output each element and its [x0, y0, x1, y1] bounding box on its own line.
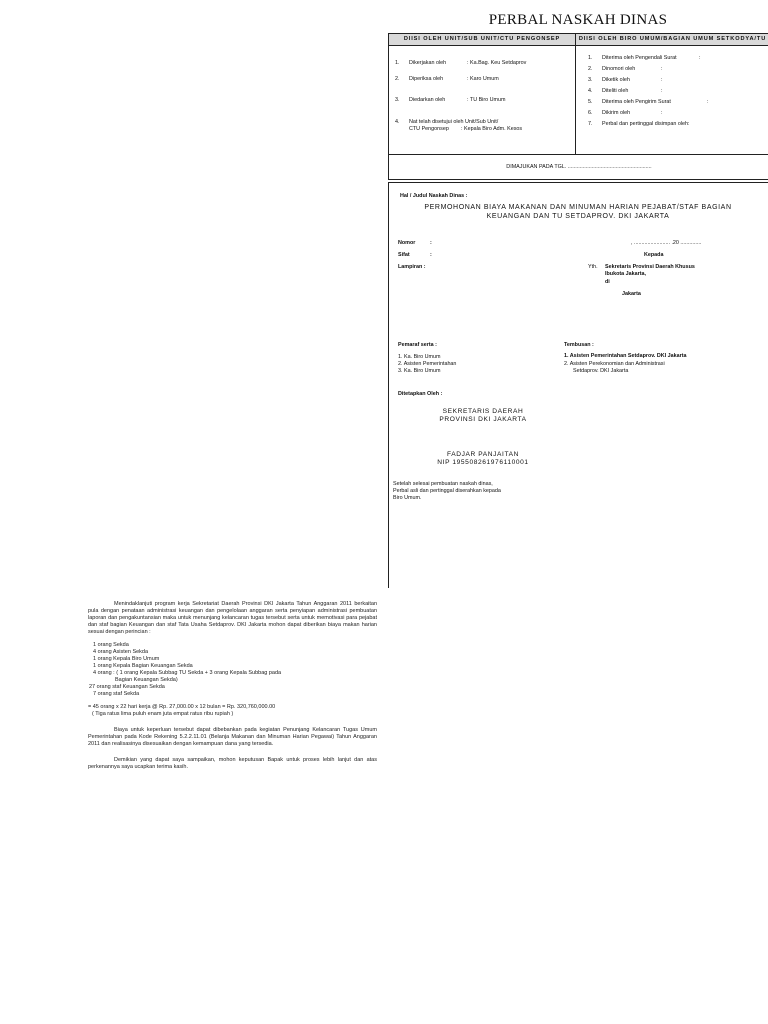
right-item: 6. Dikirim oleh : [588, 110, 663, 116]
letter-paragraph-1: Menindaklanjuti program kerja Sekretariat Daerah Provinsi DKI Jakarta Tahun Anggaran 2011 berkaitan pula dengan penataan administrasi keuangan dan pengelolaan anggaran serta penyiapan administrasi pembuatan laporan dan pengakuntansian maka untuk menunjang kelancaran tugas tersebut serta untuk memotivasi para pejabat dan staf bagian Keuangan dan staf Tata Usaha Setdaprov. DKI Jakarta mohon dapat diberikan biaya makan harian sesuai dengan perincian : [88, 601, 377, 635]
date-line: , ........................ .20 .............. [631, 240, 702, 246]
paraf-item: 1. Ka. Biro Umum [398, 354, 441, 360]
left-item: 2. Diperiksa oleh : Karo Umum [395, 76, 499, 82]
form-header-left: DIISI OLEH UNIT/SUB UNIT/CTU PENGONSEP [389, 34, 576, 46]
letter-list-item: Bagian Keuangan Sekda) [115, 677, 178, 683]
sifat-label: Sifat [398, 252, 410, 258]
right-item: 2. Dinomori oleh : [588, 66, 663, 72]
closing-note-line-3: Biro Umum. [393, 495, 422, 501]
right-item: 5. Diterima oleh Pengirim Surat : [588, 99, 709, 105]
left-item: 4. Nat telah disetujui oleh Unit/Sub Unit/ [395, 119, 499, 125]
subject-line-2: KEUANGAN DAN TU SETDAPROV. DKI JAKARTA [486, 213, 670, 220]
tembusan-label: Tembusan : [564, 342, 594, 348]
right-item: 4. Diteliti oleh : [588, 88, 663, 94]
submitted-date-line: DIMAJUKAN PADA TGL. ........................................................ [506, 164, 652, 170]
subject-label: Hal / Judul Naskah Dinas : [400, 193, 468, 199]
nomor-colon: : [430, 240, 432, 246]
signer-office-line-1: SEKRETARIS DAERAH [442, 408, 524, 415]
left-item: 1. Dikerjakan oleh : Ka.Bag. Keu Setdaprov [395, 60, 527, 66]
signer-nip: NIP 195508261976110001 [437, 459, 529, 466]
paraf-item: 3. Ka. Biro Umum [398, 368, 441, 374]
paraf-item: 2. Asisten Pemerintahan [398, 361, 457, 367]
form-header-right: DIISI OLEH BIRO UMUM/BAGIAN UMUM SETKODYA/TU [576, 34, 768, 46]
calc-line-1: = 45 orang x 22 hari kerja @ Rp. 27,000.00 x 12 bulan = Rp. 320,760,000.00 [88, 704, 276, 710]
recipient-line-3: di [605, 279, 610, 285]
letter-list-item: 27 orang staf Keuangan Sekda [89, 684, 165, 690]
kepada-label: Kepada [644, 252, 664, 258]
document-title: PERBAL NASKAH DINAS [488, 12, 668, 28]
letter-list-item: 1 orang Sekda [93, 642, 129, 648]
lampiran-label: Lampiran : [398, 264, 426, 270]
closing-note-line-1: Setelah selesai pembuatan naskah dinas, [393, 481, 493, 487]
right-item: 7. Perbal dan pertinggal disimpan oleh: [588, 121, 690, 127]
tembusan-item-2-continued: Setdaprov. DKI Jakarta [573, 368, 629, 374]
sifat-colon: : [430, 252, 432, 258]
right-item: 1. Diterima oleh Pengendali Surat : [588, 55, 701, 61]
letter-list-item: 1 orang Kepala Bagian Keuangan Sekda [93, 663, 193, 669]
document-body-frame [388, 182, 768, 588]
yth-label: Yth. [588, 264, 598, 270]
letter-list [88, 642, 377, 698]
letter-list-item: 4 orang : ( 1 orang Kepala Subbag TU Sekda + 3 orang Kepala Subbag pada [93, 670, 282, 676]
letter-body [88, 601, 377, 771]
form-vertical-divider [575, 45, 576, 154]
tembusan-item-1: 1. Asisten Pemerintahan Setdaprov. DKI Jakarta [564, 353, 687, 359]
signer-name: FADJAR PANJAITAN [446, 451, 519, 458]
right-item: 3. Diketik oleh : [588, 77, 663, 83]
signer-office-line-2: PROVINSI DKI JAKARTA [439, 416, 527, 423]
left-item-continued: CTU Pengonsep : Kepala Biro Adm. Kesos [409, 126, 523, 132]
calc-line-2: ( Tiga ratus lima puluh enam juta empat ratus ribu rupiah ) [92, 711, 234, 717]
letter-list-item: 1 orang Kepala Biro Umum [93, 656, 160, 662]
letter-list-item: 7 orang staf Sekda [93, 691, 140, 697]
paraf-label: Pemaraf serta : [398, 342, 437, 348]
letter-paragraph-2: Biaya untuk keperluan tersebut dapat dibebankan pada kegiatan Penunjang Kelancaran Tugas Umum Pemerintahan pada Kode Rekening 5.2.2.11.01 (Belanja Makanan dan Minuman Harian Pegawai) Tahun Anggaran 2011 dan realisasinya disesuaikan dengan kemampuan dana yang tersedia. [88, 727, 377, 747]
routing-form [388, 33, 768, 180]
right-items [588, 55, 709, 132]
left-item: 3. Diedarkan oleh : TU Biro Umum [395, 97, 506, 103]
tembusan-item-2: 2. Asisten Perekonomian dan Administrasi [564, 361, 665, 367]
closing-note-line-2: Perbal asli dan pertinggal diserahkan kepada [393, 488, 501, 494]
recipient-line-2: Ibukota Jakarta, [605, 271, 647, 277]
recipient-line-1: Sekretaris Provinsi Daerah Khusus [605, 264, 695, 270]
ditetapkan-label: Ditetapkan Oleh : [398, 391, 443, 397]
form-horizontal-divider [389, 154, 768, 155]
letter-paragraph-3: Demikian yang dapat saya sampaikan, mohon keputusan Bapak untuk proses lebih lanjut dan atas perkenannya saya ucapkan terima kasih. [88, 757, 377, 770]
letter-list-item: 4 orang Asisten Sekda [93, 649, 149, 655]
nomor-label: Nomor [398, 240, 416, 246]
recipient-city: Jakarta [622, 291, 641, 297]
subject-line-1: PERMOHONAN BIAYA MAKANAN DAN MINUMAN HARIAN PEJABAT/STAF BAGIAN [424, 204, 732, 211]
